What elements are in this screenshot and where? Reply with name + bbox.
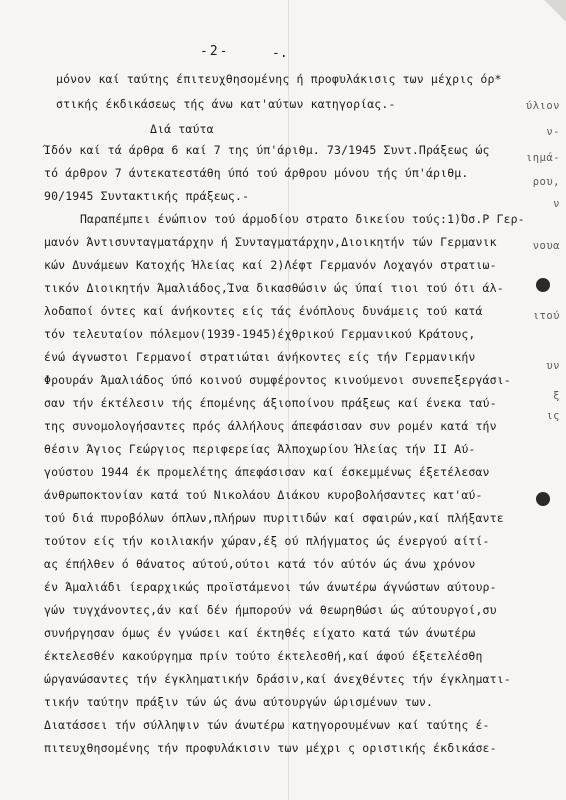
text-line: τούτον είς τήν κοιλιακήν χώραν,έξ ού πλήγματος ώς ένεργού αίτί-: [44, 534, 490, 548]
text-line: θέσιν Άγιος Γεώργιος περιφερείας Άλποχωρίου Ήλείας τήν II Αύ-: [44, 442, 476, 456]
text-line: γούστου 1944 έκ προμελέτης άπεφάσισαν καί έσκεμμένως έξετέλεσαν: [44, 465, 490, 479]
text-line: τικήν ταύτην πράξιν τών ώς άνω αύτουργών ώρισμένων των.: [44, 695, 434, 709]
text-line: άνθρωποκτονίαν κατά τού Νικολάου Διάκου κυροβολήσαντες κατ'αύ-: [44, 488, 483, 502]
text-line: τόν τελευταίον πόλεμον(1939-1945)έχθρικού Γερμανικού Κράτους,: [44, 327, 476, 341]
text-line: μόνον καί ταύτης έπιτευχθησoμένης ή προφυλάκισις των μέχρις όρ*: [56, 72, 502, 86]
text-line: Παραπέμπει ένώπιον τού άρμοδίου στρατο δικείου τούς:1)Όσ.Ρ Γερ-: [80, 212, 525, 226]
text-line: λοδαποί όντες καί άνήκοντες είς τάς ένόπλους δυνάμεις τού κατά: [44, 304, 483, 318]
text-line: πιτευχθησομένης τήν προφυλάκισιν των μέχρι ς οριστικής έκδικάσε-: [44, 741, 497, 755]
text-line: κών Δυνάμεων Κατοχής Ήλείας καί 2)Λέφτ Γερμανόν Λοχαγόν στρατιω-: [44, 258, 497, 272]
bleed-through-text: ύλιον: [525, 100, 560, 112]
bleed-through-text: ις: [546, 410, 560, 422]
punch-hole: [536, 278, 550, 292]
text-line: γών τυγχάνοντες,άν καί δέν ήμπορούν νά θεωρηθώσι ώς αύτουργοί,συ: [44, 603, 497, 617]
text-line: μανόν Άντισυνταγματάρχην ή Συνταγματάρχην,Διοικητήν τών Γερμανικ: [44, 235, 497, 249]
text-line: 90/1945 Συντακτικής πράξεως.-: [44, 189, 250, 203]
page-number: -2-: [200, 44, 230, 59]
text-line: Φρουράν Άμαλιάδος ύπό κοινού συμφέροντος κινούμενοι συνεπεξεργάσι-: [44, 373, 511, 387]
bleed-through-text: ιτού: [532, 310, 560, 322]
text-line: τό άρθρον 7 άντεκατεστάθη ύπό τού άρθρου μόνου τής ύπ'άριθμ.: [44, 166, 469, 180]
page-dash: -.: [272, 46, 288, 61]
text-line: ένώ άγνωστοι Γερμανοί στρατιώται άνήκοντες είς τήν Γερμανικήν: [44, 350, 476, 364]
bleed-through-text: νουα: [532, 240, 560, 252]
bleed-through-text: υν: [546, 360, 560, 372]
text-line: τικόν Διοικητήν Άμαλιάδος,Ίνα δικασθώσιν ώς ύπαί τιοι τού ότι άλ-: [44, 281, 504, 295]
text-line: ώργανώσαντες τήν έγκληματικήν δράσιν,καί άνεχθέντες τήν έγκληματι-: [44, 672, 511, 686]
text-line: συνήργησαν όμως έν γνώσει καί έκτηθές είχατο κατά τών άνωτέρω: [44, 626, 476, 640]
bleed-through-text: ν: [553, 198, 560, 210]
bleed-through-text: ιημά-: [525, 152, 560, 164]
bleed-through-text: ρου,: [532, 176, 560, 188]
punch-hole: [536, 492, 550, 506]
text-line: Διά ταύτα: [150, 122, 214, 136]
page-corner: [542, 0, 566, 24]
bleed-through-text: ξ: [553, 390, 560, 402]
text-line: της συνομολογήσαντες πρός άλλήλους άπεφάσισαν συν ρομέν κατά τήν: [44, 419, 497, 433]
text-line: σαν τήν έκτέλεσιν τής έπομένης άξιοποίνου πράξεως καί ένεκα ταύ-: [44, 396, 497, 410]
text-line: τού διά πυροβόλων όπλων,πλήρων πυριτιδών καί σφαιρών,καί πλήξαντε: [44, 511, 504, 525]
text-line: ας έπήλθεν ό θάνατος αύτού,ούτοι κατά τόν αύτόν ώς άνω χρόνον: [44, 557, 476, 571]
text-line: Ίδόν καί τά άρθρα 6 καί 7 της ύπ'άριθμ. 73/1945 Συντ.Πράξεως ώς: [44, 143, 490, 157]
text-line: έν Άμαλιάδι ίεραρχικώς προϊστάμενοι τών άνωτέρω άγνώστων αύτουρ-: [44, 580, 497, 594]
text-line: έκτελεσθέν κακούργημα πρίν τούτο έκτελεσθή,καί άφού έξετελέσθη: [44, 649, 483, 663]
text-line: Διατάσσει τήν σύλληψιν τών άνωτέρω κατηγορουμένων καί ταύτης έ-: [44, 718, 490, 732]
text-line: στικής έκδικάσεως τής άνω κατ'αύτων κατηγορίας.-: [56, 97, 396, 111]
bleed-through-text: ν-: [546, 126, 560, 138]
